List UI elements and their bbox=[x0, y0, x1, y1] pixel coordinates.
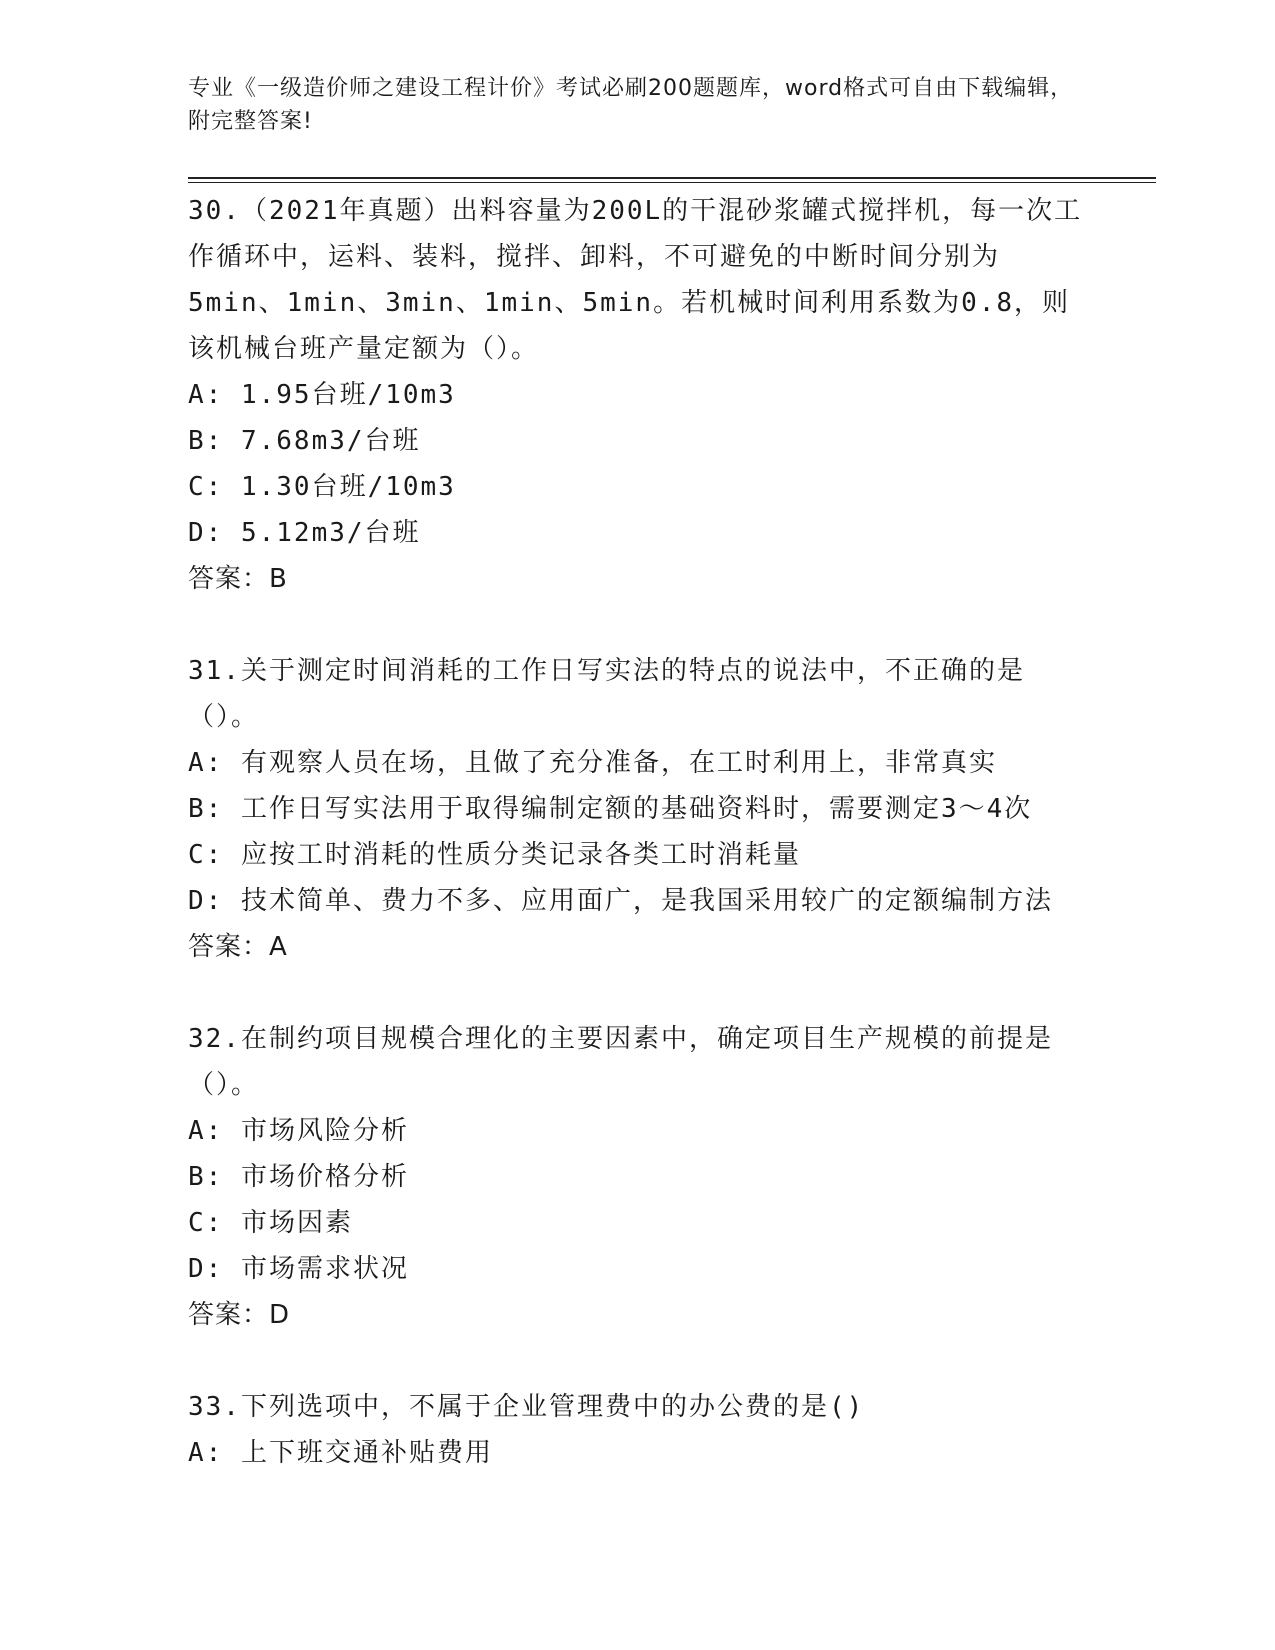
question-31 bbox=[188, 648, 1088, 970]
question-30 bbox=[188, 188, 1088, 602]
question-text: 30.（2021年真题）出料容量为200L的干混砂浆罐式搅拌机，每一次工作循环中，运料、装料，搅拌、卸料，不可避免的中断时间分别为5min、1min、3min、1min、5min。若机械时间利用系数为0.8，则该机械台班产量定额为（）。 bbox=[188, 196, 1083, 364]
question-32 bbox=[188, 1016, 1088, 1338]
option-a: A: 1.95台班/10m3 bbox=[188, 380, 456, 410]
option-c: C: 市场因素 bbox=[188, 1208, 353, 1238]
option-a: A: 有观察人员在场，且做了充分准备，在工时利用上，非常真实 bbox=[188, 748, 997, 778]
question-text: 33.下列选项中，不属于企业管理费中的办公费的是() bbox=[188, 1392, 865, 1422]
option-c: C: 1.30台班/10m3 bbox=[188, 472, 456, 502]
option-d: D: 技术简单、费力不多、应用面广，是我国采用较广的定额编制方法 bbox=[188, 886, 1053, 916]
spacer bbox=[188, 970, 1088, 1016]
option-b: B: 工作日写实法用于取得编制定额的基础资料时，需要测定3～4次 bbox=[188, 794, 1033, 824]
option-d: D: 5.12m3/台班 bbox=[188, 518, 421, 548]
header-rule-thick bbox=[188, 177, 1156, 179]
option-b: B: 市场价格分析 bbox=[188, 1162, 409, 1192]
answer-text: 答案：A bbox=[188, 932, 288, 962]
option-b: B: 7.68m3/台班 bbox=[188, 426, 421, 456]
header-rule-thin bbox=[188, 182, 1156, 183]
answer-text: 答案：B bbox=[188, 564, 288, 594]
spacer bbox=[188, 602, 1088, 648]
spacer bbox=[188, 1338, 1088, 1384]
question-list bbox=[188, 188, 1088, 1476]
option-a: A: 市场风险分析 bbox=[188, 1116, 409, 1146]
header-intro-text: 专业《一级造价师之建设工程计价》考试必刷200题题库，word格式可自由下载编辑，附完整答案! bbox=[188, 76, 1074, 134]
option-d: D: 市场需求状况 bbox=[188, 1254, 409, 1284]
document-header bbox=[188, 72, 1088, 138]
option-a: A: 上下班交通补贴费用 bbox=[188, 1438, 493, 1468]
option-c: C: 应按工时消耗的性质分类记录各类工时消耗量 bbox=[188, 840, 801, 870]
question-text: 32.在制约项目规模合理化的主要因素中，确定项目生产规模的前提是（）。 bbox=[188, 1024, 1053, 1100]
question-33 bbox=[188, 1384, 1088, 1476]
question-text: 31.关于测定时间消耗的工作日写实法的特点的说法中，不正确的是（）。 bbox=[188, 656, 1025, 732]
answer-text: 答案：D bbox=[188, 1300, 291, 1330]
